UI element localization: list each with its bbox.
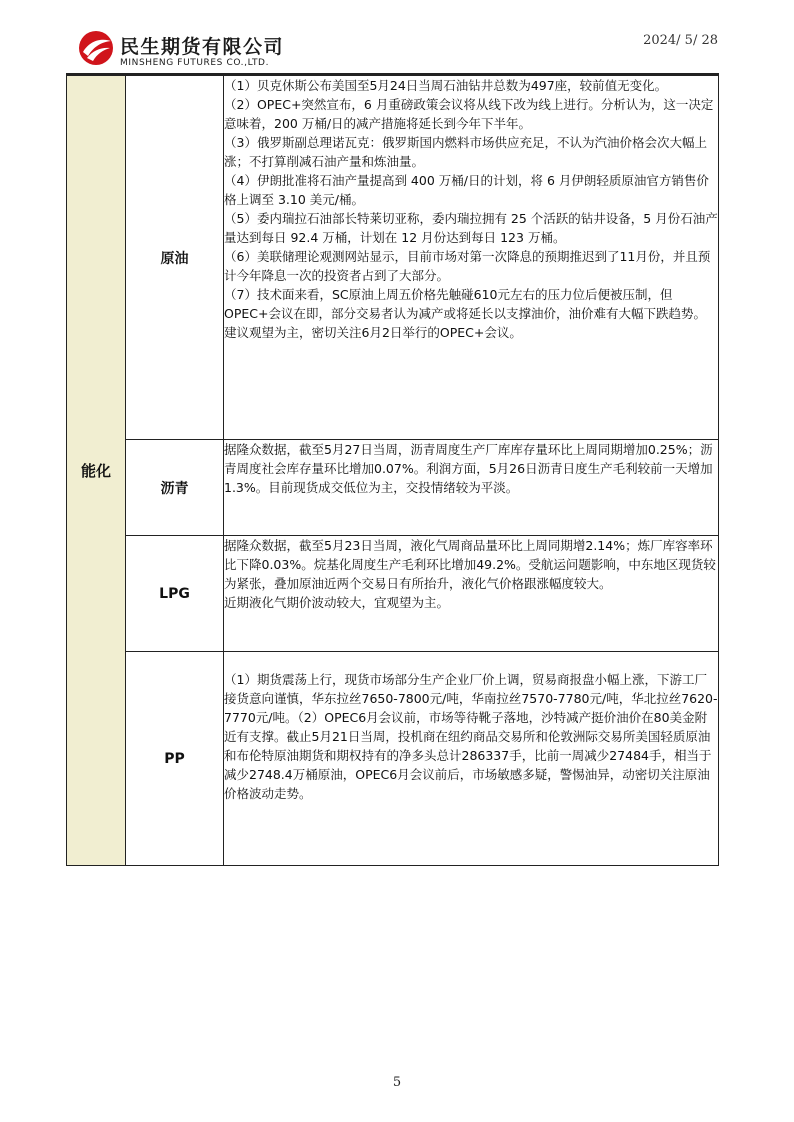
commentary-paragraph: 据隆众数据，截至5月27日当周，沥青周度生产厂库库存量环比上周同期增加0.25%；沥青周度社会库存量环比增加0.07%。利润方面，5月26日沥青日度生产毛利较前一天增加1.3%。目前现货成交低位为主，交投情绪较为平淡。 [224, 442, 713, 495]
commentary-paragraph: （5）委内瑞拉石油部长特莱切亚称，委内瑞拉拥有 25 个活跃的钻井设备，5 月份石油产量达到每日 92.4 万桶，计划在 12 月份达到每日 123 万桶。 [224, 211, 718, 245]
table-row [67, 76, 719, 440]
sector-cell: 能化 [67, 76, 126, 866]
commentary-paragraph: （4）伊朗批准将石油产量提高到 400 万桶/日的计划，将 6 月伊朗轻质原油官方销售价格上调至 3.10 美元/桶。 [224, 173, 709, 207]
page-number: 5 [392, 1075, 402, 1090]
table-row [67, 440, 719, 536]
commentary-paragraph: 近期液化气期价波动较大，宜观望为主。 [224, 595, 450, 610]
commentary-paragraph: （7）技术面来看，SC原油上周五价格先触碰610元左右的压力位后便被压制，但OPEC+会议在即，部分交易者认为减产或将延长以支撑油价，油价难有大幅下跌趋势。建议观望为主，密切关注6月2日举行的OPEC+会议。 [224, 287, 706, 340]
commentary-paragraph: 据隆众数据，截至5月23日当周，液化气周商品量环比上周同期增2.14%；炼厂库容率环比下降0.03%。烷基化周度生产毛利环比增加49.2%。受航运问题影响，中东地区现货较为紧张，叠加原油近两个交易日有所抬升，液化气价格跟涨幅度较大。 [224, 538, 716, 591]
table-row [67, 652, 719, 866]
commentary-paragraph: （6）美联储理论观测网站显示，目前市场对第一次降息的预期推迟到了11月份，并且预计今年降息一次的投资者占到了大部分。 [224, 249, 711, 283]
commodity-table [66, 75, 719, 866]
commentary-cell [224, 440, 719, 536]
report-date: 2024/ 5/ 28 [643, 33, 718, 48]
company-name-en: MINSHENG FUTURES CO.,LTD. [120, 58, 270, 68]
minsheng-logo-icon [78, 30, 114, 66]
commentary-paragraph: （2）OPEC+突然宣布，6 月重磅政策会议将从线下改为线上进行。分析认为，这一决定意味着，200 万桶/日的减产措施将延长到今年下半年。 [224, 97, 714, 131]
commentary-cell [224, 652, 719, 866]
commentary-cell [224, 536, 719, 652]
product-cell: PP [126, 652, 224, 866]
commentary-paragraph: （1）贝克休斯公布美国至5月24日当周石油钻井总数为497座，较前值无变化。 [224, 78, 668, 93]
product-cell: 沥青 [126, 440, 224, 536]
product-cell: 原油 [126, 76, 224, 440]
table-row [67, 536, 719, 652]
commentary-paragraph: （3）俄罗斯副总理诺瓦克：俄罗斯国内燃料市场供应充足，不认为汽油价格会次大幅上涨；不打算削减石油产量和炼油量。 [224, 135, 707, 169]
commentary-paragraph: （1）期货震荡上行，现货市场部分生产企业厂价上调，贸易商报盘小幅上涨，下游工厂接货意向谨慎，华东拉丝7650-7800元/吨，华南拉丝7570-7780元/吨，华北拉丝7620-7770元/吨。（2）OPEC6月会议前，市场等待靴子落地，沙特减产挺价油价在80美金附近有支撑。截止5月21日当周，投机商在纽约商品交易所和伦敦洲际交易所美国轻质原油和布伦特原油期货和期权持有的净多头总计286337手，比前一周减少27484手，相当于减少2748.4万桶原油，OPEC6月会议前后，市场敏感多疑，警惕油异，动密切关注原油价格波动走势。 [224, 672, 718, 801]
commentary-cell [224, 76, 719, 440]
product-cell: LPG [126, 536, 224, 652]
page-header [0, 0, 794, 72]
company-name-cn: 民生期货有限公司 [120, 36, 285, 58]
